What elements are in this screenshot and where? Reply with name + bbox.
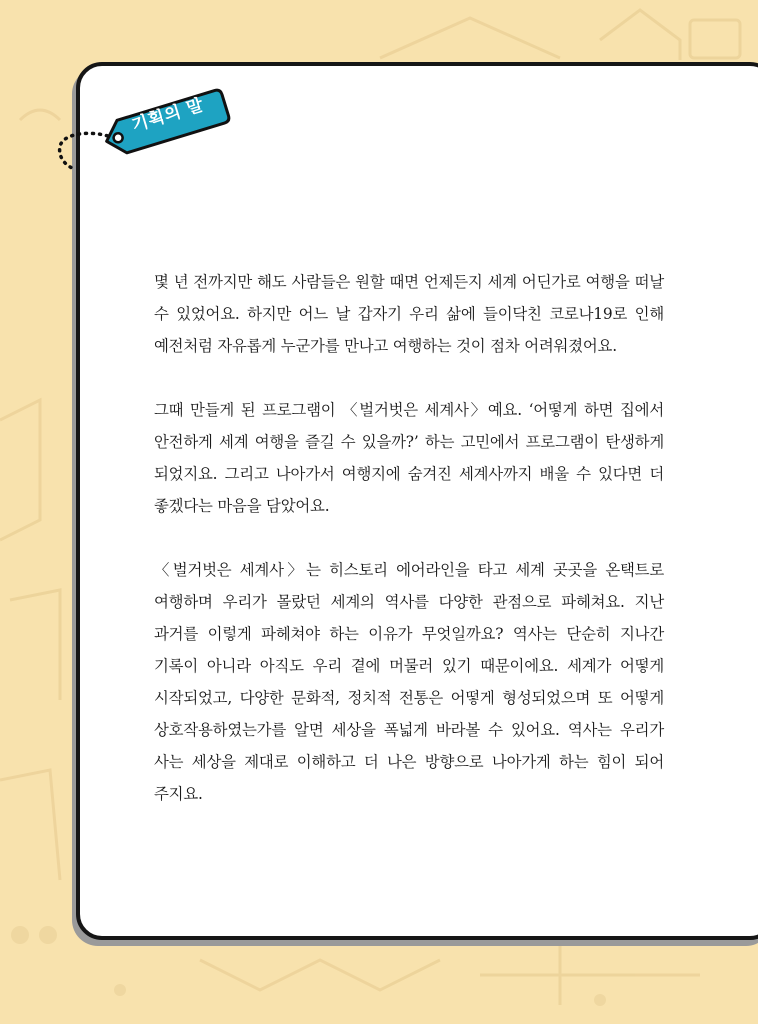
paragraph: 〈벌거벗은 세계사〉는 히스토리 에어라인을 타고 세계 곳곳을 온택트로 여행하며 우리가 몰랐던 세계의 역사를 다양한 관점으로 파헤쳐요. 지난 과거를 이렇게 파헤쳐야 하는 이유가 무엇일까요? 역사는 단순히 지나간 기록이 아니라 아직도 우리 곁에 머물러 있기 때문이에요. 세계가 어떻게 시작되었고, 다양한 문화적, 정치적 전통은 어떻게 형성되었으며 또 어떻게 상호작용하였는가를 알면 세상을 폭넓게 바라볼 수 있어요. 역사는 우리가 사는 세상을 제대로 이해하고 더 나은 방향으로 나아가게 하는 힘이 되어 주지요. [154, 561, 664, 803]
tag-label: 기획의 말 [129, 95, 207, 136]
article-body [154, 266, 664, 810]
paragraph: 몇 년 전까지만 해도 사람들은 원할 때면 언제든지 세계 어딘가로 여행을 떠날 수 있었어요. 하지만 어느 날 갑자기 우리 삶에 들이닥친 코로나19로 인해 예전처럼 자유롭게 누군가를 만나고 여행하는 것이 점차 어려워졌어요. [154, 273, 664, 355]
paragraph: 그때 만들게 된 프로그램이 〈벌거벗은 세계사〉예요. ‘어떻게 하면 집에서 안전하게 세계 여행을 즐길 수 있을까?’ 하는 고민에서 프로그램이 탄생하게 되었지요. 그리고 나아가서 여행지에 숨겨진 세계사까지 배울 수 있다면 더 좋겠다는 마음을 담았어요. [154, 401, 664, 515]
